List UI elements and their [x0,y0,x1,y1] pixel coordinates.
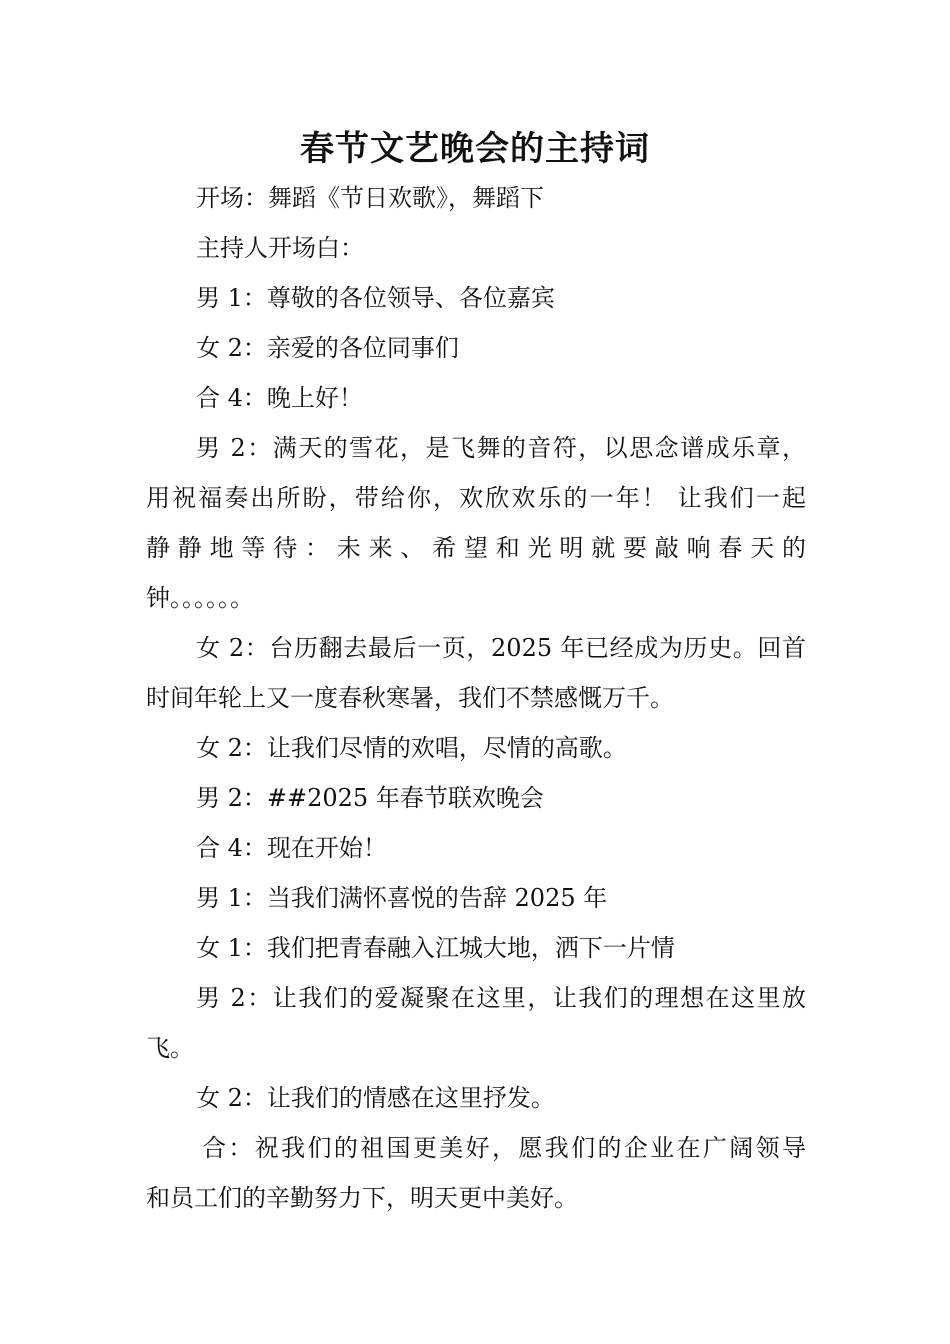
paragraph-line: 用祝福奏出所盼，带给你，欢欣欢乐的一年！ 让我们一起 [146,484,806,512]
paragraph-line: 男 2：满天的雪花，是飞舞的音符，以思念谱成乐章， [196,434,806,462]
dialogue-line: 合 4：现在开始！ [196,834,387,862]
paragraph-line: 静静地等待：未来、希望和光明就要敲响春天的 [146,534,806,562]
dialogue-line: 女 2：让我们的情感在这里抒发。 [196,1084,555,1112]
paragraph-line: 合：祝我们的祖国更美好，愿我们的企业在广阔领导 [202,1134,806,1162]
dialogue-line: 合 4：晚上好！ [196,384,363,412]
opening-line: 开场：舞蹈《节日欢歌》，舞蹈下 [196,184,544,212]
paragraph-line: 飞。 [146,1034,194,1062]
dialogue-line: 男 1：尊敬的各位领导、各位嘉宾 [196,284,555,312]
paragraph-line: 和员工们的辛勤努力下，明天更中美好。 [146,1184,578,1212]
dialogue-line: 女 1：我们把青春融入江城大地，洒下一片情 [196,934,675,962]
dialogue-line: 男 2：##2025 年春节联欢晚会 [196,784,544,812]
paragraph-line: 男 2：让我们的爱凝聚在这里，让我们的理想在这里放 [196,984,806,1012]
paragraph-line: 钟。。。。。。 [146,584,254,612]
paragraph-line: 时间年轮上又一度春秋寒暑，我们不禁感慨万千。 [146,684,674,712]
dialogue-line: 男 1：当我们满怀喜悦的告辞 2025 年 [196,884,608,912]
paragraph-line: 女 2：台历翻去最后一页，2025 年已经成为历史。回首 [196,634,806,662]
dialogue-line: 女 2：亲爱的各位同事们 [196,334,459,362]
host-intro-label: 主持人开场白： [196,234,364,262]
dialogue-line: 女 2：让我们尽情的欢唱，尽情的高歌。 [196,734,627,762]
document-title: 春节文艺晚会的主持词 [300,129,650,169]
